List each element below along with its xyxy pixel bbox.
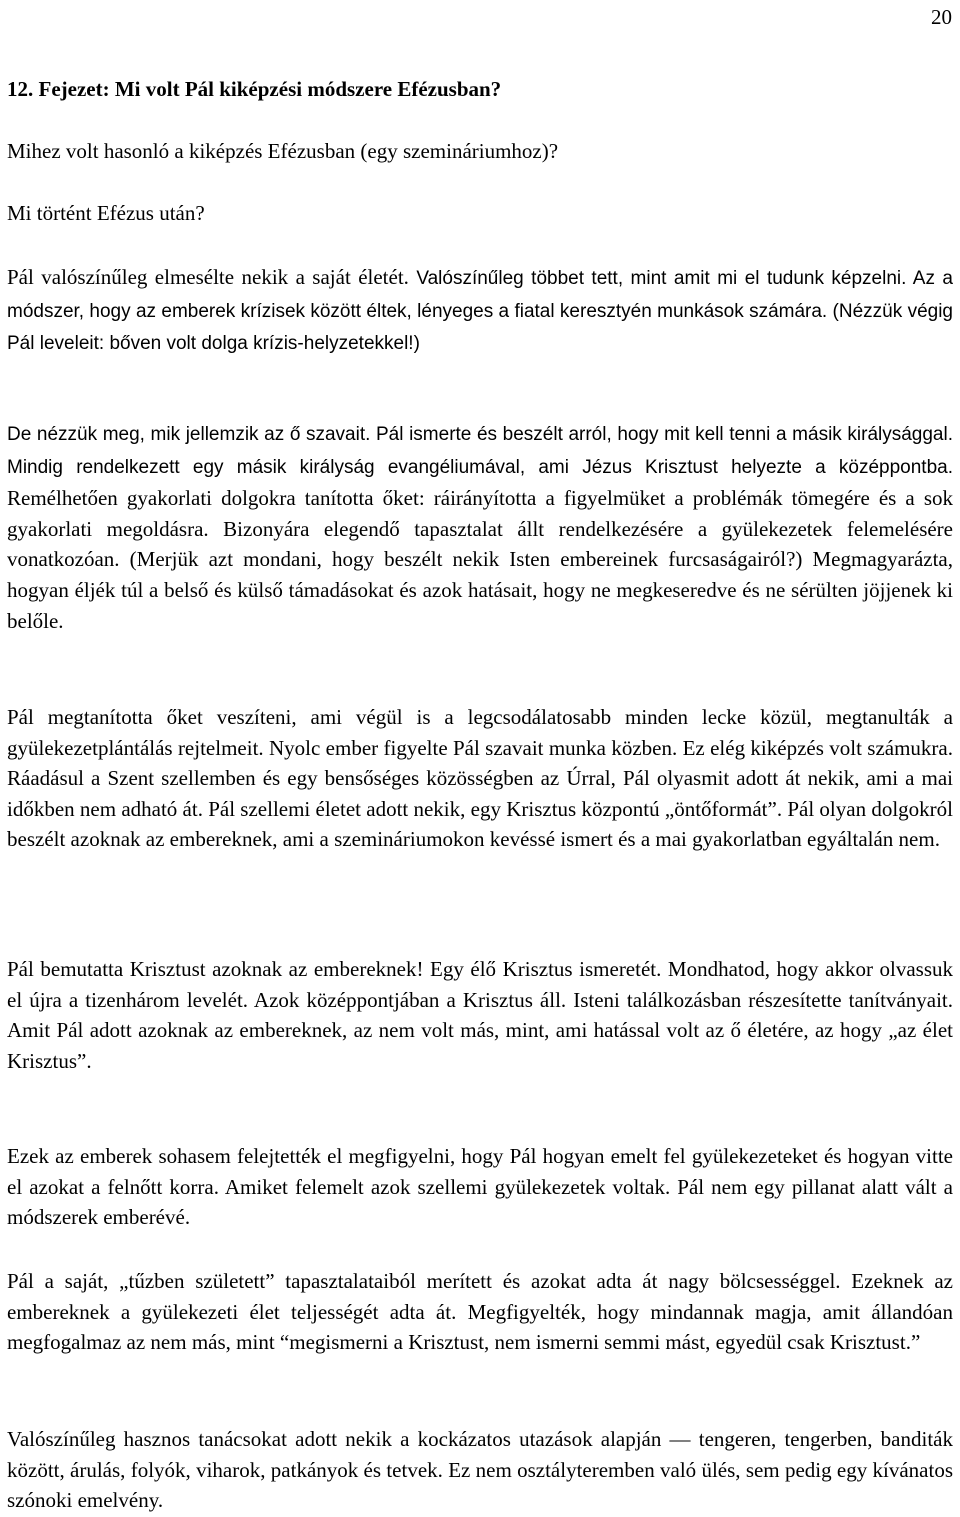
question-1: Mihez volt hasonló a kiképzés Efézusban (egy szemináriumhoz)? xyxy=(7,139,559,163)
paragraph-1-lead: Pál valószínűleg elmesélte nekik a saját életét. xyxy=(7,265,409,289)
paragraph-2 xyxy=(7,418,953,636)
paragraph-5: Ezek az emberek sohasem felejtették el megfigyelni, hogy Pál hogyan emelt fel gyülekezeteket és hogyan vitte el azokat a felnőtt korra. Amiket felemelt azok szellemi gyülekezetek voltak. Pál nem egy pillanat alatt vált a módszerek emberévé. xyxy=(7,1144,953,1230)
page-number: 20 xyxy=(931,5,952,29)
paragraph-4: Pál bemutatta Krisztust azoknak az embereknek! Egy élő Krisztus ismeretét. Mondhatod, hogy akkor olvassuk el újra a tizenhárom levelét. Azok középpontjában a Krisztus áll. Isteni találkozásban részesítette tanítványait. Amit Pál adott azoknak az embereknek, az nem volt más, mint, ami hatással volt az ő életére, az hogy „az élet Krisztus”. xyxy=(7,957,953,1073)
paragraph-7: Valószínűleg hasznos tanácsokat adott nekik a kockázatos utazások alapján — tengeren, tengerben, banditák között, árulás, folyók, viharok, patkányok és tetvek. Ez nem osztályteremben való ülés, sem pedig egy kívánatos szónoki emelvény. xyxy=(7,1427,953,1513)
paragraph-2-rest: Remélhetően gyakorlati dolgokra tanította őket: ráirányította a figyelmüket a problémák tömegére és a sok gyakorlati megoldásra. Bizonyára elegendő tapasztalat állt rendelkezésére a gyülekezetek felemelésére vonatkozóan. (Merjük azt mondani, hogy beszélt nekik Isten embereinek furcsaságairól?) Megmagyarázta, hogyan éljék túl a belső és külső támadásokat és azok hatásait, hogy ne megkeseredve és ne sérülten jöjjenek ki belőle. xyxy=(7,486,953,633)
question-2: Mi történt Efézus után? xyxy=(7,201,205,225)
chapter-title: 12. Fejezet: Mi volt Pál kiképzési módszere Efézusban? xyxy=(7,77,502,101)
paragraph-1-rest: Valószínűleg többet tett, mint amit mi el tudunk képzelni. Az a módszer, hogy az emberek krízisek között éltek, lényeges a fiatal keresztyén munkások számára. (Nézzük végig Pál leveleit: bőven volt dolga krízis-helyzetekkel!) xyxy=(7,268,953,355)
paragraph-6: Pál a saját, „tűzben született” tapasztalataiból merített és azokat adta át nagy bölcsességgel. Ezeknek az embereknek a gyülekezeti élet teljességét adta át. Megfigyelték, hogy mindannak magja, amit állandóan megfogalmaz az nem más, mint “megismerni a Krisztust, nem ismerni semmi mást, egyedül csak Krisztust.” xyxy=(7,1269,953,1355)
paragraph-1 xyxy=(7,262,953,360)
paragraph-3: Pál megtanította őket veszíteni, ami végül is a legcsodálatosabb minden lecke közül, megtanulták a gyülekezetplántálás rejtelmeit. Nyolc ember figyelte Pál szavait munka közben. Ez elég kiképzés volt számukra. Ráadásul a Szent szellemben és egy bensőséges közösségben az Úrral, Pál olyasmit adott át nekik, ami a mai időkben nem adható át. Pál szellemi életet adott nekik, egy Krisztus központú „öntőformát”. Pál olyan dolgokról beszélt azoknak az embereknek, ami a szemináriumokon kevéssé ismert és a mai gyakorlatban egyáltalán nem. xyxy=(7,705,953,852)
paragraph-2-lead: De nézzük meg, mik jellemzik az ő szavait. Pál ismerte és beszélt arról, hogy mit kell tenni a másik királysággal. Mindig rendelkezett egy másik királyság evangéliumával, ami Jézus Krisztust helyezte a középpontba. xyxy=(7,424,953,478)
